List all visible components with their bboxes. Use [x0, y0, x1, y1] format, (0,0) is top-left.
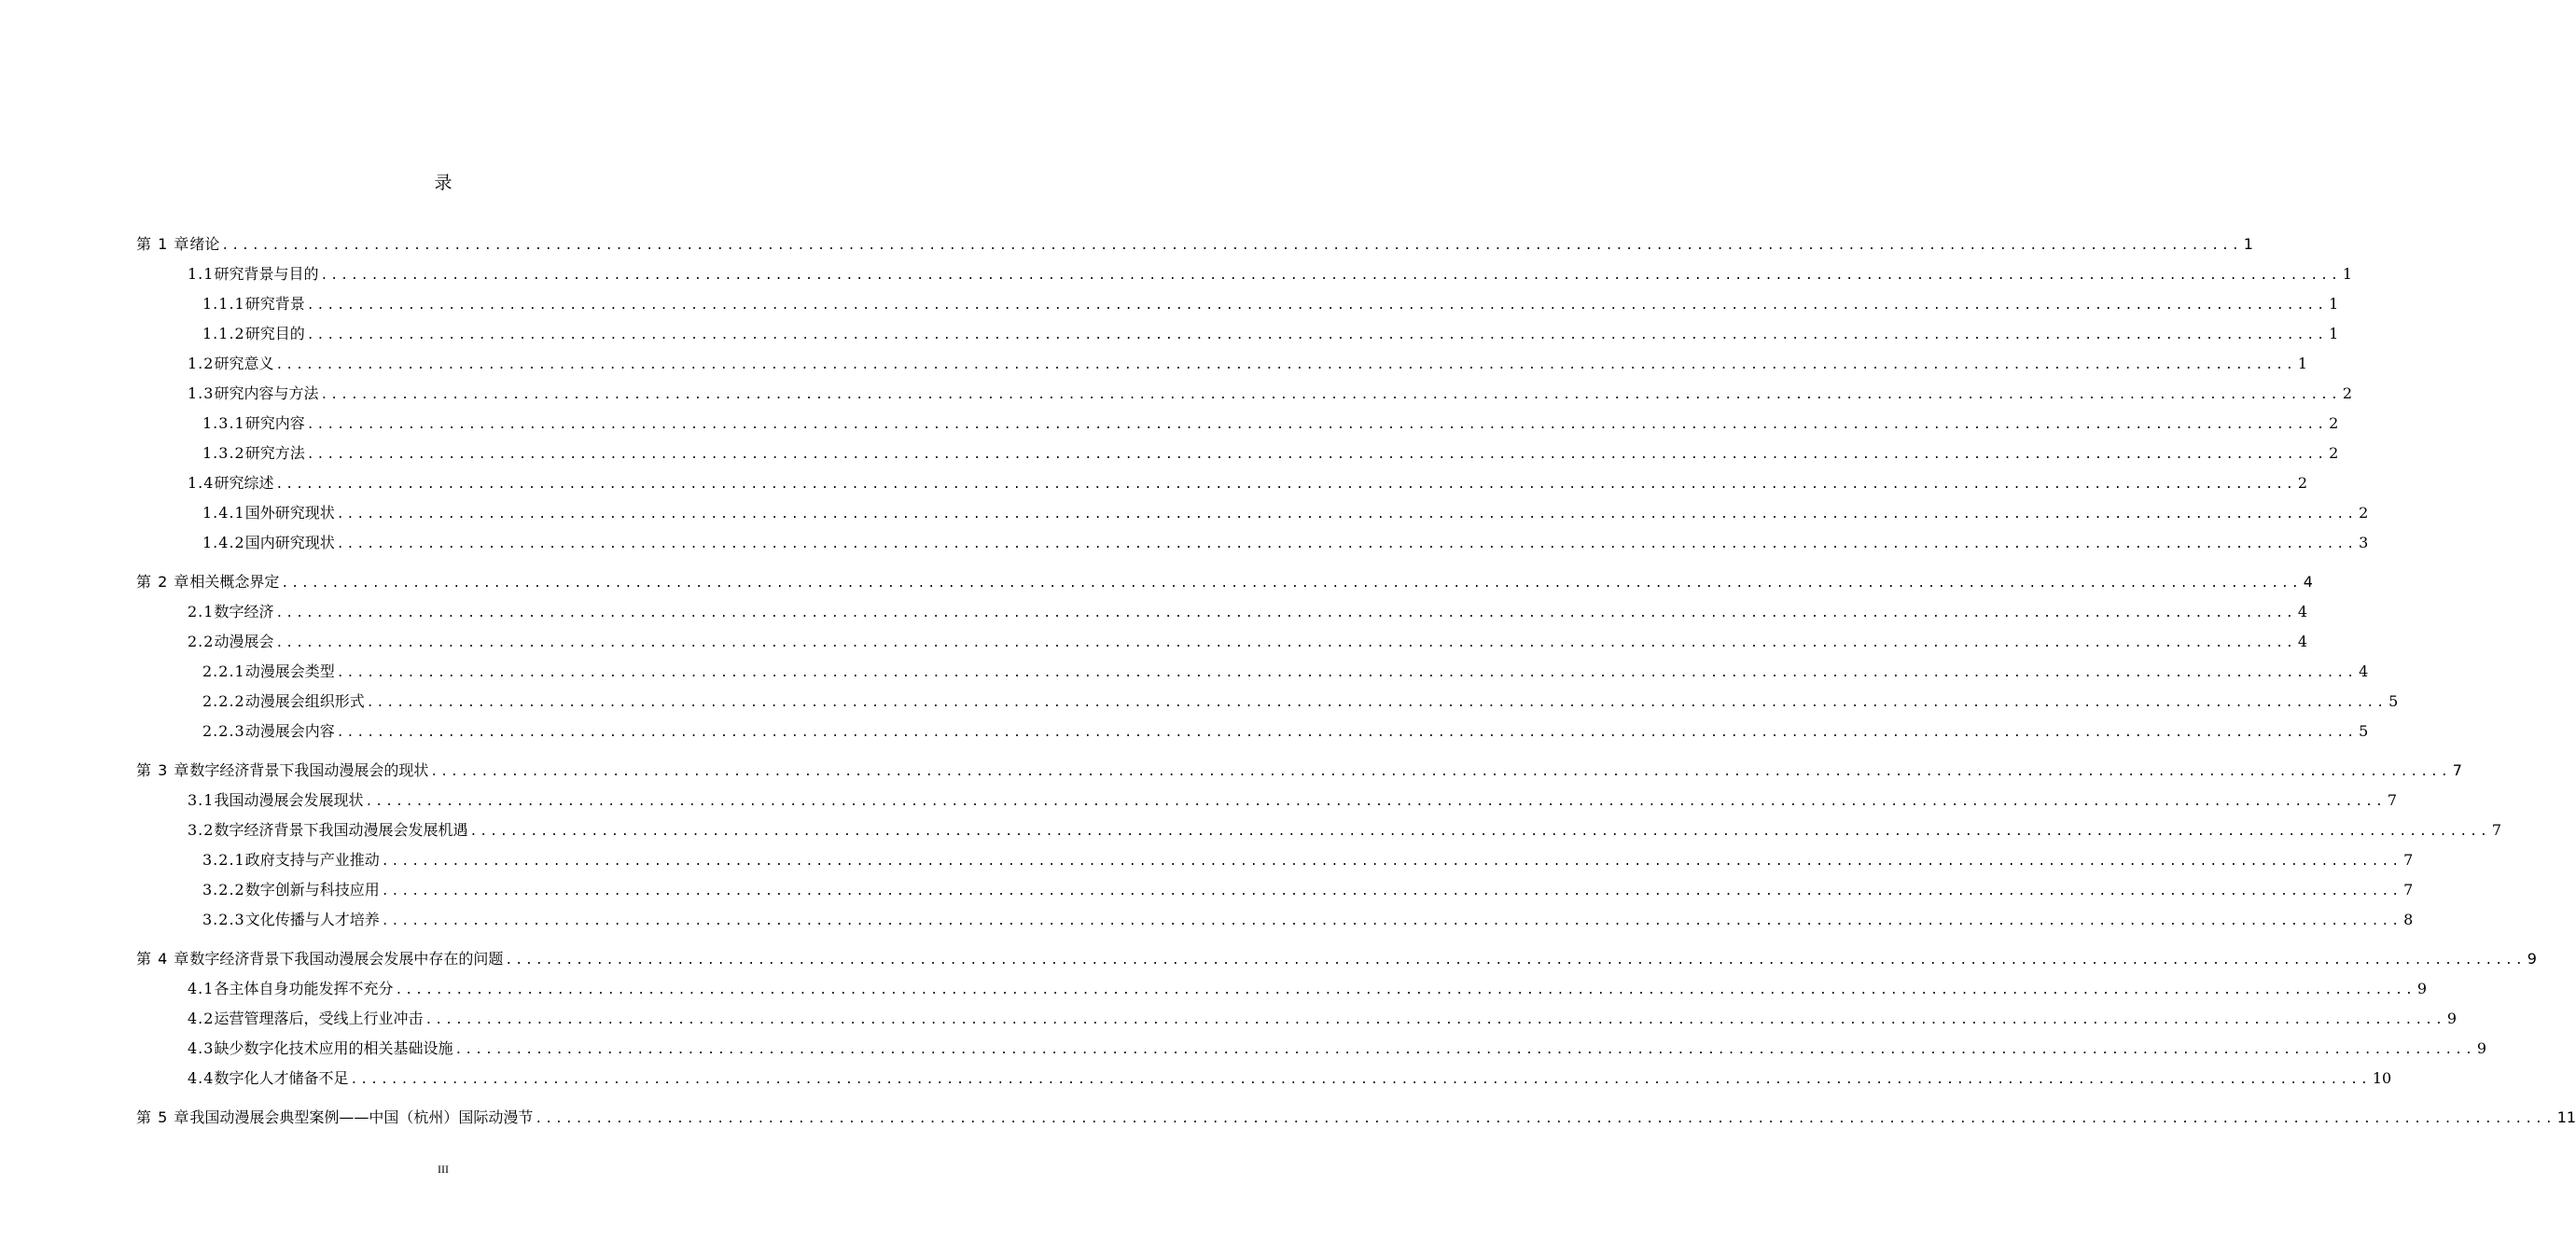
toc-entry-page: 1	[2329, 295, 2339, 313]
toc-entry-title: 文化传播与人才培养	[244, 911, 380, 928]
toc-leader-dots: ........................................................................................................................................................................................................	[306, 328, 2328, 342]
toc-entry-number: 1.3.2	[202, 444, 245, 462]
toc-entry-page: 4	[2359, 662, 2369, 680]
toc-leader-dots: ........................................................................................................................................................................................................	[221, 239, 2242, 253]
toc-entry-number: 第 3 章	[136, 761, 190, 779]
toc-leader-dots: ........................................................................................................................................................................................................	[320, 388, 2341, 402]
toc-entry[interactable]	[136, 259, 2352, 289]
toc-entry[interactable]	[136, 468, 2307, 498]
toc-entry-page: 2	[2359, 504, 2369, 522]
toc-entry[interactable]	[136, 756, 2462, 786]
toc-entry-page: 4	[2297, 603, 2307, 620]
toc-entry-page: 9	[2527, 950, 2537, 968]
toc-entry-title: 研究方法	[244, 444, 305, 462]
toc-entry-page: 4	[2303, 573, 2313, 591]
toc-entry-number: 1.1.2	[202, 325, 245, 342]
table-of-contents	[136, 230, 2576, 1133]
toc-leader-dots: ........................................................................................................................................................................................................	[306, 448, 2328, 462]
toc-entry-page: 5	[2388, 692, 2399, 710]
toc-entry-title: 数字经济背景下我国动漫展会发展机遇	[214, 821, 468, 839]
toc-entry-number: 1.3.1	[202, 414, 245, 432]
toc-leader-dots: ........................................................................................................................................................................................................	[275, 636, 2296, 650]
toc-entry-title: 我国动漫展会典型案例——中国（杭州）国际动漫节	[189, 1108, 534, 1126]
toc-entry-number: 2.2.3	[202, 722, 245, 740]
toc-entry[interactable]	[136, 1004, 2457, 1034]
toc-leader-dots: ........................................................................................................................................................................................................	[306, 299, 2328, 313]
toc-entry-title: 研究背景	[244, 295, 305, 313]
toc-entry-number: 2.1	[188, 603, 215, 620]
toc-entry-page: 7	[2491, 821, 2501, 839]
toc-leader-dots: ........................................................................................................................................................................................................	[535, 1112, 2555, 1126]
toc-entry[interactable]	[136, 289, 2339, 319]
toc-entry[interactable]	[136, 687, 2399, 717]
toc-leader-dots: ........................................................................................................................................................................................................	[425, 1013, 2445, 1027]
toc-leader-dots: ........................................................................................................................................................................................................	[336, 508, 2358, 522]
toc-entry[interactable]	[136, 409, 2339, 439]
toc-entry[interactable]	[136, 439, 2339, 468]
toc-entry-title: 缺少数字化技术应用的相关基础设施	[214, 1039, 453, 1057]
toc-entry[interactable]	[136, 230, 2253, 259]
toc-entry[interactable]	[136, 717, 2369, 746]
toc-entry[interactable]	[136, 905, 2414, 935]
toc-entry-title: 数字化人才储备不足	[214, 1069, 349, 1087]
toc-entry-page: 1	[2297, 355, 2307, 372]
toc-entry-title: 数字创新与科技应用	[244, 881, 380, 899]
toc-entry-number: 第 5 章	[136, 1108, 190, 1126]
toc-entry-page: 10	[2372, 1069, 2392, 1087]
toc-leader-dots: ........................................................................................................................................................................................................	[320, 269, 2341, 283]
toc-entry-number: 1.1.1	[202, 295, 245, 313]
toc-entry-number: 3.2.1	[202, 851, 245, 869]
toc-entry[interactable]	[136, 657, 2369, 687]
toc-entry-page: 4	[2297, 633, 2307, 650]
toc-entry[interactable]	[136, 815, 2501, 845]
toc-entry-number: 3.2.2	[202, 881, 245, 899]
toc-entry-number: 第 1 章	[136, 235, 190, 253]
toc-entry-title: 绪论	[189, 235, 220, 253]
toc-entry[interactable]	[136, 875, 2414, 905]
toc-entry-page: 2	[2329, 414, 2339, 432]
toc-entry-number: 4.2	[188, 1010, 215, 1027]
toc-leader-dots: ........................................................................................................................................................................................................	[306, 418, 2328, 432]
toc-entry[interactable]	[136, 567, 2313, 597]
toc-leader-dots: ........................................................................................................................................................................................................	[336, 537, 2358, 551]
toc-entry-page: 9	[2476, 1039, 2486, 1057]
toc-leader-dots: ........................................................................................................................................................................................................	[395, 983, 2416, 997]
toc-entry-title: 研究内容	[244, 414, 305, 432]
toc-entry-title: 各主体自身功能发挥不充分	[214, 980, 394, 997]
toc-entry-title: 研究综述	[214, 474, 274, 492]
toc-entry-number: 1.2	[188, 355, 215, 372]
toc-entry-title: 我国动漫展会发展现状	[214, 791, 364, 809]
toc-leader-dots: ........................................................................................................................................................................................................	[454, 1043, 2475, 1057]
toc-entry-title: 研究目的	[244, 325, 305, 342]
toc-entry-title: 数字经济背景下我国动漫展会的现状	[189, 761, 429, 779]
toc-leader-dots: ........................................................................................................................................................................................................	[469, 825, 2490, 839]
toc-entry-number: 第 4 章	[136, 950, 190, 968]
toc-entry-page: 11	[2556, 1108, 2576, 1126]
toc-leader-dots: ........................................................................................................................................................................................................	[365, 795, 2386, 809]
toc-entry[interactable]	[136, 786, 2397, 815]
toc-leader-dots: ........................................................................................................................................................................................................	[505, 954, 2526, 968]
toc-entry-page: 7	[2403, 881, 2414, 899]
toc-entry[interactable]	[136, 498, 2369, 528]
toc-entry[interactable]	[136, 1064, 2392, 1094]
toc-entry-title: 政府支持与产业推动	[244, 851, 380, 869]
toc-entry-title: 动漫展会	[214, 633, 274, 650]
toc-entry-page: 2	[2297, 474, 2307, 492]
toc-entry-title: 动漫展会内容	[244, 722, 335, 740]
toc-entry-number: 4.4	[188, 1069, 215, 1087]
toc-entry-number: 4.3	[188, 1039, 215, 1057]
toc-entry-title: 研究意义	[214, 355, 274, 372]
toc-entry[interactable]	[136, 974, 2427, 1004]
toc-entry[interactable]	[136, 845, 2414, 875]
toc-entry-page: 1	[2243, 235, 2253, 253]
toc-leader-dots: ........................................................................................................................................................................................................	[336, 666, 2358, 680]
toc-entry-page: 2	[2342, 384, 2352, 402]
toc-entry-title: 国外研究现状	[244, 504, 335, 522]
toc-entry-title: 研究背景与目的	[214, 265, 319, 283]
toc-entry-number: 第 2 章	[136, 573, 190, 591]
toc-entry-number: 1.4	[188, 474, 215, 492]
toc-entry-page: 7	[2403, 851, 2414, 869]
toc-entry-title: 动漫展会类型	[244, 662, 335, 680]
toc-leader-dots: ........................................................................................................................................................................................................	[336, 726, 2358, 740]
toc-entry[interactable]	[136, 319, 2339, 349]
page-number-footer: III	[438, 1163, 449, 1176]
toc-entry-title: 数字经济	[214, 603, 274, 620]
toc-entry-number: 4.1	[188, 980, 215, 997]
toc-entry-number: 3.2	[188, 821, 215, 839]
page-title: 录	[434, 173, 453, 193]
toc-entry-page: 3	[2359, 534, 2369, 551]
toc-entry-number: 2.2	[188, 633, 215, 650]
toc-entry-page: 1	[2329, 325, 2339, 342]
toc-entry-title: 国内研究现状	[244, 534, 335, 551]
toc-entry-title: 数字经济背景下我国动漫展会发展中存在的问题	[189, 950, 504, 968]
toc-leader-dots: ........................................................................................................................................................................................................	[350, 1073, 2371, 1087]
toc-entry-page: 9	[2446, 1010, 2457, 1027]
toc-entry[interactable]	[136, 528, 2369, 558]
toc-entry-title: 动漫展会组织形式	[244, 692, 365, 710]
toc-entry-page: 1	[2342, 265, 2352, 283]
toc-entry-title: 研究内容与方法	[214, 384, 319, 402]
toc-leader-dots: ........................................................................................................................................................................................................	[381, 885, 2402, 899]
toc-entry-title: 运营管理落后，受线上行业冲击	[214, 1010, 424, 1027]
toc-leader-dots: ........................................................................................................................................................................................................	[281, 577, 2302, 591]
toc-entry-number: 2.2.2	[202, 692, 245, 710]
toc-entry-number: 3.2.3	[202, 911, 245, 928]
toc-leader-dots: ........................................................................................................................................................................................................	[366, 696, 2388, 710]
toc-entry-number: 2.2.1	[202, 662, 245, 680]
toc-leader-dots: ........................................................................................................................................................................................................	[275, 606, 2296, 620]
toc-entry[interactable]	[136, 1034, 2486, 1064]
toc-entry[interactable]	[136, 1103, 2576, 1133]
toc-entry-title: 相关概念界定	[189, 573, 280, 591]
toc-entry[interactable]	[136, 597, 2307, 627]
toc-entry-number: 1.3	[188, 384, 215, 402]
toc-entry[interactable]	[136, 379, 2352, 409]
toc-leader-dots: ........................................................................................................................................................................................................	[275, 478, 2296, 492]
toc-entry-number: 1.4.1	[202, 504, 245, 522]
toc-leader-dots: ........................................................................................................................................................................................................	[275, 358, 2296, 372]
toc-leader-dots: ........................................................................................................................................................................................................	[381, 914, 2402, 928]
toc-entry-page: 9	[2416, 980, 2427, 997]
toc-entry-page: 2	[2329, 444, 2339, 462]
toc-entry-page: 8	[2403, 911, 2414, 928]
toc-entry-number: 3.1	[188, 791, 215, 809]
toc-leader-dots: ........................................................................................................................................................................................................	[430, 765, 2451, 779]
toc-entry[interactable]	[136, 349, 2307, 379]
toc-entry[interactable]	[136, 627, 2307, 657]
toc-entry-page: 7	[2452, 761, 2462, 779]
toc-entry-number: 1.4.2	[202, 534, 245, 551]
toc-entry[interactable]	[136, 944, 2537, 974]
toc-leader-dots: ........................................................................................................................................................................................................	[381, 855, 2402, 869]
toc-entry-number: 1.1	[188, 265, 215, 283]
toc-entry-page: 7	[2387, 791, 2397, 809]
toc-entry-page: 5	[2359, 722, 2369, 740]
